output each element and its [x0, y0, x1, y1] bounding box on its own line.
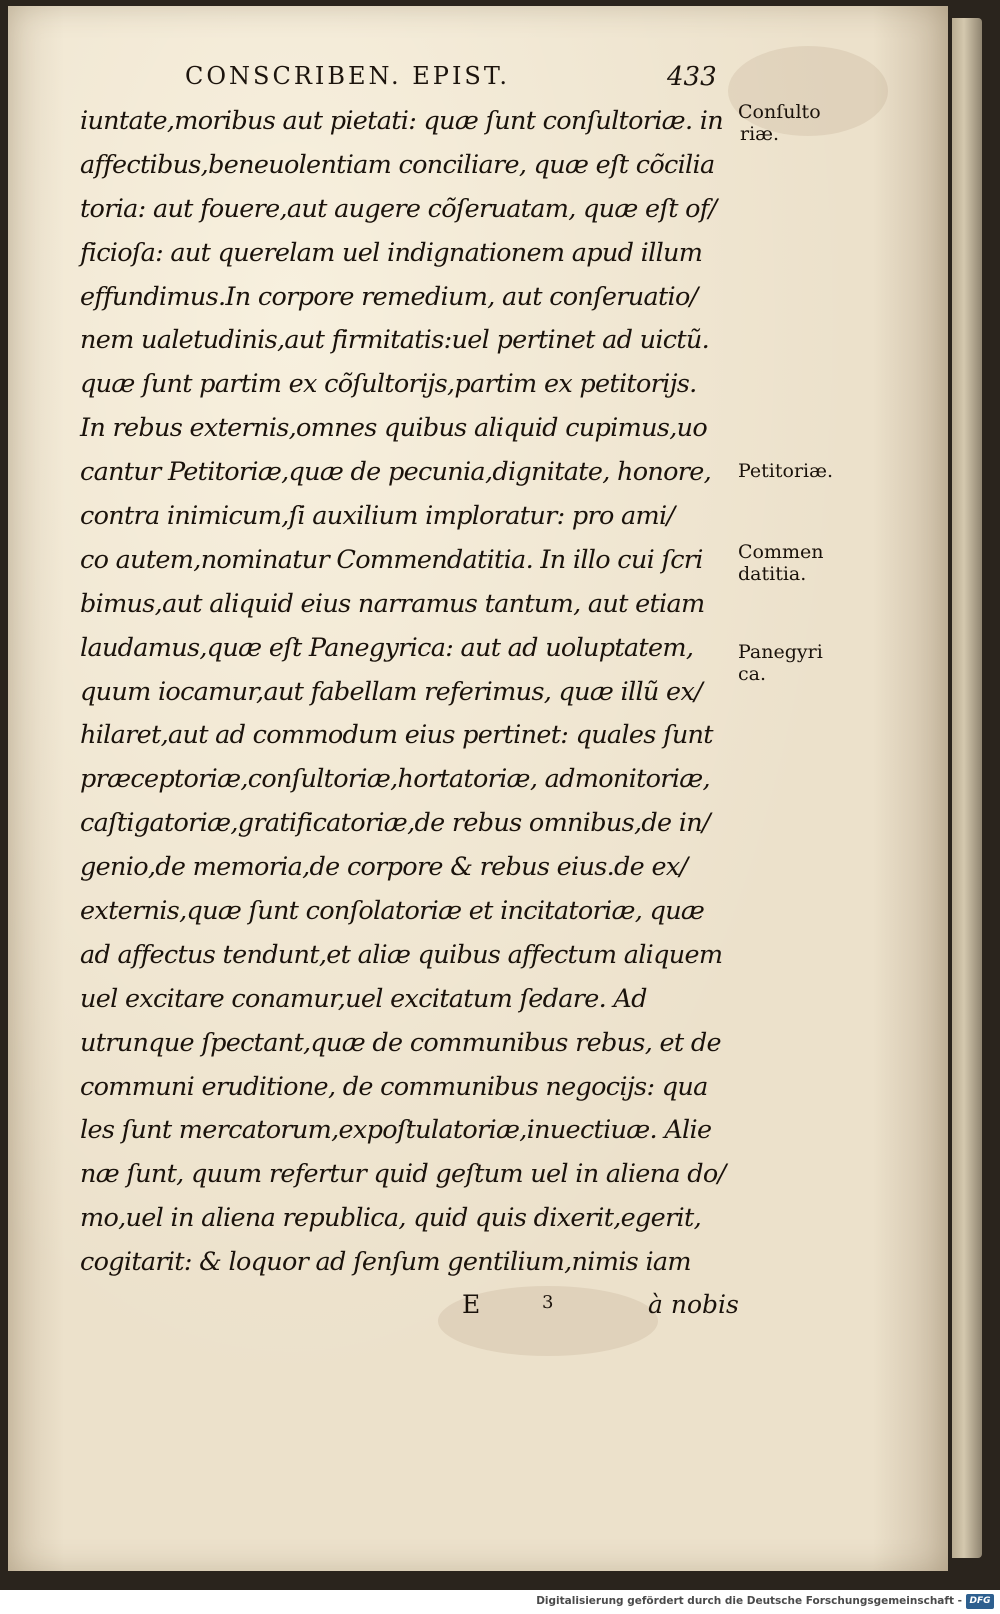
page-number: 433: [667, 62, 717, 92]
text-line: In rebus externis,omnes quibus aliquid cupimus,uo: [80, 413, 707, 444]
text-line: les ſunt mercatorum,expoſtulatoriæ,inuectiuæ. Alie: [80, 1115, 712, 1146]
margin-note-commendatitia: [738, 541, 858, 585]
signature-number: 3: [542, 1292, 554, 1313]
text-line: co autem,nominatur Commendatitia. In illo cui ſcri: [80, 544, 703, 575]
text-line: cogitarit: & loquor ad ſenſum gentilium,nimis iam: [80, 1247, 691, 1278]
text-line: bimus,aut aliquid eius narramus tantum, aut etiam: [80, 588, 705, 619]
page-edge: [952, 18, 982, 1558]
margin-note-petitoriae: [738, 460, 858, 482]
text-line: effundimus.In corpore remedium, aut conſeruatio/: [80, 281, 698, 312]
margin-note-line: riæ.: [740, 123, 780, 145]
text-line: toria: aut fouere,aut augere cõſeruatam, quæ eſt of/: [80, 193, 717, 224]
margin-note-line: Commen: [738, 541, 824, 563]
text-line: iuntate,moribus aut pietati: quæ ſunt conſultoriæ. in: [80, 106, 723, 136]
text-line: nem ualetudinis,aut firmitatis:uel pertinet ad uictũ.: [80, 325, 710, 356]
text-line: communi eruditione, de communibus negocijs: qua: [80, 1071, 708, 1102]
text-line: mo,uel in aliena republica, quid quis dixerit,egerit,: [80, 1203, 701, 1234]
text-line: quæ ſunt partim ex cõſultorijs,partim ex petitorijs.: [80, 369, 697, 400]
text-line: laudamus,quæ eſt Panegyrica: aut ad uoluptatem,: [80, 632, 694, 663]
text-line: caſtigatoriæ,gratificatoriæ,de rebus omnibus,de in/: [80, 808, 710, 839]
footer-bar: [0, 1590, 1000, 1614]
margin-note-line: ca.: [738, 663, 767, 685]
text-line: cantur Petitoriæ,quæ de pecunia,dignitate, honore,: [80, 457, 712, 488]
text-line: externis,quæ ſunt conſolatoriæ et incitatoriæ, quæ: [80, 896, 705, 927]
body-text: [80, 100, 740, 1285]
margin-note-line: Conſulto: [738, 101, 821, 123]
running-head: CONSCRIBEN. EPIST.: [185, 62, 510, 90]
text-line: utrunque ſpectant,quæ de communibus rebus, et de: [80, 1027, 721, 1058]
text-line: quum iocamur,aut fabellam referimus, quæ illũ ex/: [80, 676, 703, 707]
catchword: à nobis: [648, 1290, 739, 1319]
text-line: ficioſa: aut querelam uel indignationem apud illum: [80, 237, 703, 268]
text-line: næ ſunt, quum refertur quid geſtum uel in aliena do/: [80, 1159, 726, 1190]
margin-note-line: Petitoriæ.: [738, 460, 834, 482]
text-line: uel excitare conamur,uel excitatum ſedare. Ad: [80, 983, 647, 1014]
text-line: præceptoriæ,conſultoriæ,hortatoriæ, admonitoriæ,: [80, 764, 710, 795]
text-line: affectibus,beneuolentiam conciliare, quæ eſt cõcilia: [80, 149, 715, 180]
text-line: contra inimicum,ſi auxilium imploratur: pro ami/: [80, 501, 675, 532]
margin-note-consultoriae: [738, 101, 858, 145]
margin-note-panegyrica: [738, 641, 858, 685]
dfg-logo-icon: DFG: [966, 1594, 994, 1609]
margin-note-line: datitia.: [738, 563, 807, 585]
funding-credit: Digitalisierung gefördert durch die Deutsche Forschungsgemeinschaft -: [536, 1595, 962, 1607]
signature-mark: E: [462, 1290, 481, 1319]
margin-note-line: Panegyri: [738, 641, 823, 663]
text-line: hilaret,aut ad commodum eius pertinet: quales ſunt: [80, 720, 713, 751]
text-line: ad affectus tendunt,et aliæ quibus affectum aliquem: [80, 939, 723, 970]
text-line: genio,de memoria,de corpore & rebus eius.de ex/: [80, 852, 688, 883]
